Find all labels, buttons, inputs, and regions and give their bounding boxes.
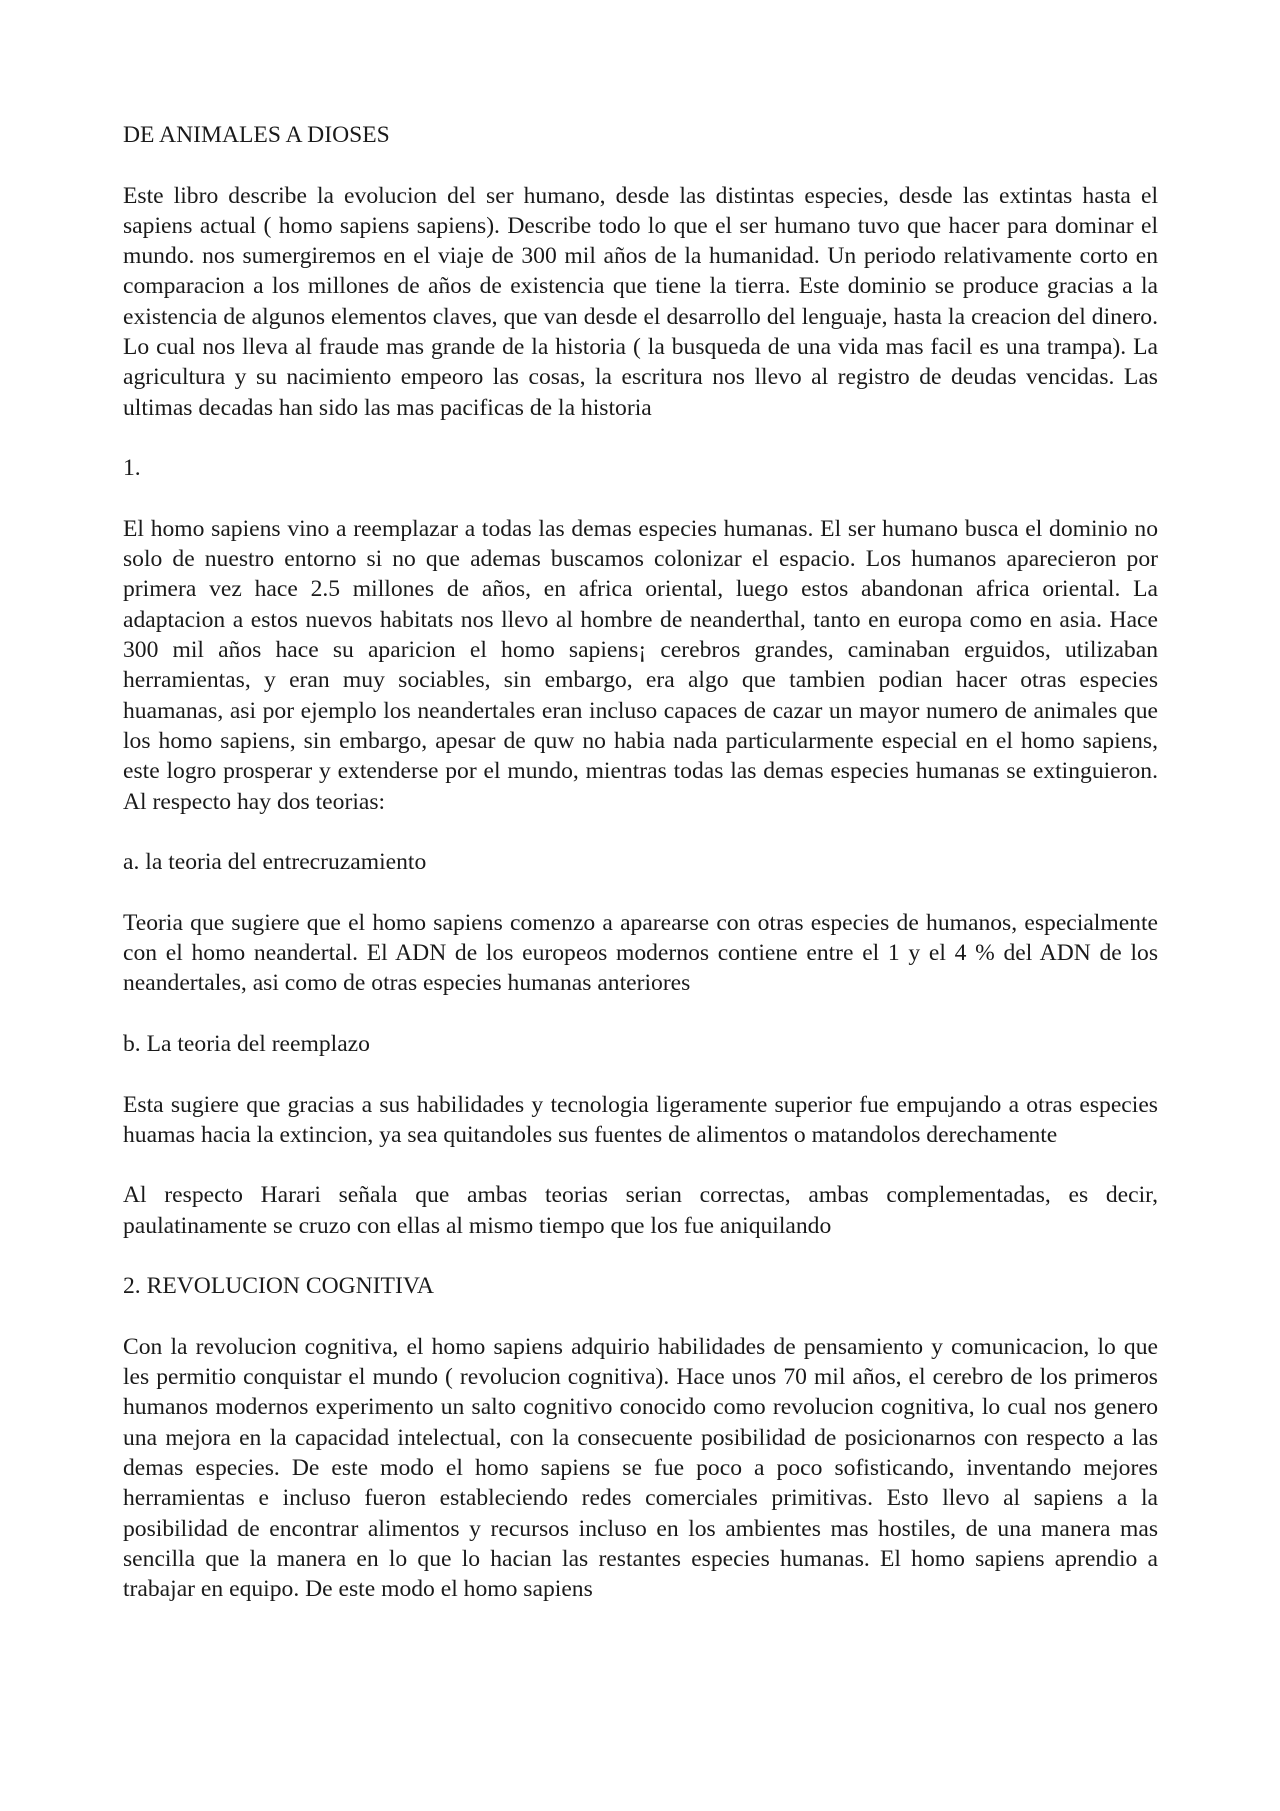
theory-b-body: Esta sugiere que gracias a sus habilidades y tecnologia ligeramente superior fue empujando a otras especies huamas hacia la extincion, ya sea quitandoles sus fuentes de alimentos o matandolos derechamente [123,1091,1158,1148]
theory-b-heading: b. La teoria del reemplazo [123,1030,370,1057]
theory-a-body: Teoria que sugiere que el homo sapiens comenzo a aparearse con otras especies de humanos, especialmente con el homo neandertal. El ADN de los europeos modernos contiene entre el 1 y el 4 % del ADN de los neandertales, asi como de otras especies humanas anteriores [123,909,1158,997]
document-title: DE ANIMALES A DIOSES [123,122,390,148]
section-2-heading: 2. REVOLUCION COGNITIVA [123,1273,434,1300]
intro-paragraph: Este libro describe la evolucion del ser humano, desde las distintas especies, desde las extintas hasta el sapiens actual ( homo sapiens sapiens). Describe todo lo que el ser humano tuvo que hacer para dominar el mundo. nos sumergiremos en el viaje de 300 mil años de la humanidad. Un periodo relativamente corto en comparacion a los millones de años de existencia que tiene la tierra. Este dominio se produce gracias a la existencia de algunos elementos claves, que van desde el desarrollo del lenguaje, hasta la creacion del dinero. Lo cual nos lleva al fraude mas grande de la historia ( la busqueda de una vida mas facil es una trampa). La agricultura y su nacimiento empeoro las cosas, la escritura nos llevo al registro de deudas vencidas. Las ultimas decadas han sido las mas pacificas de la historia [123,182,1158,421]
section-1-conclusion: Al respecto Harari señala que ambas teorias serian correctas, ambas complementadas, es decir, paulatinamente se cruzo con ellas al mismo tiempo que los fue aniquilando [123,1182,1158,1239]
section-2-body: Con la revolucion cognitiva, el homo sapiens adquirio habilidades de pensamiento y comunicacion, lo que les permitio conquistar el mundo ( revolucion cognitiva). Hace unos 70 mil años, el cerebro de los primeros humanos modernos experimento un salto cognitivo conocido como revolucion cognitiva, lo cual nos genero una mejora en la capacidad intelectual, con la consecuente posibilidad de posicionarnos con respecto a las demas especies. De este modo el homo sapiens se fue poco a poco sofisticando, inventando mejores herramientas e incluso fueron estableciendo redes comerciales primitivas. Esto llevo al sapiens a la posibilidad de encontrar alimentos y recursos incluso en los ambientes mas hostiles, de una manera mas sencilla que la manera en lo que lo hacian las restantes especies humanas. El homo sapiens aprendio a trabajar en equipo. De este modo el homo sapiens [123,1333,1158,1603]
theory-a-heading: a. la teoria del entrecruzamiento [123,849,427,876]
document-page [123,120,1158,1605]
section-1-body: El homo sapiens vino a reemplazar a todas las demas especies humanas. El ser humano busca el dominio no solo de nuestro entorno si no que ademas buscamos colonizar el espacio. Los humanos aparecieron por primera vez hace 2.5 millones de años, en africa oriental, luego estos abandonan africa oriental. La adaptacion a estos nuevos habitats nos llevo al hombre de neanderthal, tanto en europa como en asia. Hace 300 mil años hace su aparicion el homo sapiens¡ cerebros grandes, caminaban erguidos, utilizaban herramientas, y eran muy sociables, sin embargo, era algo que tambien podian hacer otras especies huamanas, asi por ejemplo los neandertales eran incluso capaces de cazar un mayor numero de animales que los homo sapiens, sin embargo, apesar de quw no habia nada particularmente especial en el homo sapiens, este logro prosperar y extenderse por el mundo, mientras todas las demas especies humanas se extinguieron. Al respecto hay dos teorias: [123,515,1158,815]
section-1-heading: 1. [123,455,141,482]
